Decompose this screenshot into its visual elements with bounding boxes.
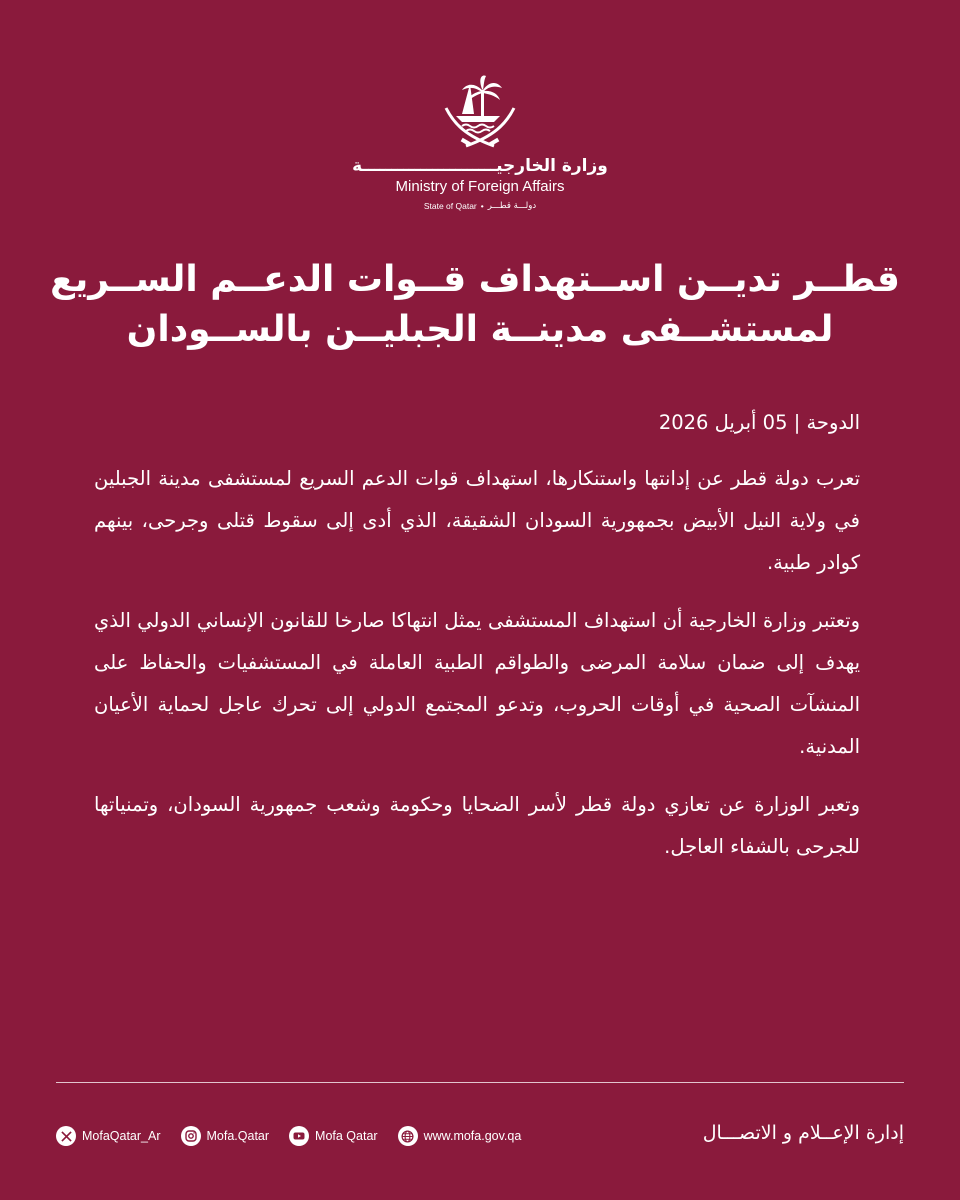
state-name-arabic: دولـــة قطـــر xyxy=(487,201,537,211)
social-youtube-label: Mofa Qatar xyxy=(315,1129,378,1143)
social-website-label: www.mofa.gov.qa xyxy=(423,1129,522,1143)
paragraph-1: تعرب دولة قطر عن إدانتها واستنكارها، استهداف قوات الدعم السريع لمستشفى مدينة الجبلين في ولاية النيل الأبيض بجمهورية السودان الشقيقة، الذي أدى إلى سقوط قتلى وجرحى، بينهم كوادر طبية. xyxy=(94,467,860,574)
social-x[interactable] xyxy=(56,1126,161,1146)
headline-line-2: لمستشــفى مدينــة الجبليــن بالســودان xyxy=(126,309,834,350)
social-instagram-label: Mofa.Qatar xyxy=(206,1129,270,1143)
social-website[interactable] xyxy=(398,1126,522,1146)
department-name: إدارة الإعــلام و الاتصـــال xyxy=(702,1122,904,1144)
dateline: الدوحة | 05 أبريل 2026 xyxy=(658,411,860,434)
ministry-name-arabic: وزارة الخارجيـــــــــــــــــــــــة xyxy=(352,156,608,176)
social-youtube[interactable] xyxy=(289,1126,378,1146)
state-name-english: State of Qatar xyxy=(423,201,477,211)
x-icon xyxy=(56,1126,76,1146)
ministry-name-english: Ministry of Foreign Affairs xyxy=(395,178,565,195)
social-x-label: MofaQatar_Ar xyxy=(82,1129,161,1143)
qatar-emblem-icon xyxy=(440,72,520,152)
paragraph-3: وتعبر الوزارة عن تعازي دولة قطر لأسر الضحايا وحكومة وشعب جمهورية السودان، وتمنياتها للجرحى بالشفاء العاجل. xyxy=(94,793,860,858)
headline-line-1: قطــر تديــن اســتهداف قــوات الدعــم الســريع xyxy=(50,259,900,300)
paragraph-2: وتعتبر وزارة الخارجية أن استهداف المستشفى يمثل انتهاكا صارخا للقانون الإنساني الدولي الذي يهدف إلى ضمان سلامة المرضى والطواقم الطبية العاملة في المستشفيات والحفاظ على المنشآت الصحية في أوقات الحروب، وتدعو المجتمع الدولي إلى تحرك عاجل لحماية الأعيان المدنية. xyxy=(94,609,860,758)
globe-icon xyxy=(398,1126,418,1146)
state-separator: • xyxy=(480,201,484,211)
headline xyxy=(50,255,900,355)
state-line xyxy=(424,201,536,211)
ministry-emblem xyxy=(0,72,960,211)
footer-divider xyxy=(56,1082,904,1083)
social-links xyxy=(56,1126,521,1146)
instagram-icon xyxy=(181,1126,201,1146)
youtube-icon xyxy=(289,1126,309,1146)
article-body xyxy=(94,402,860,884)
social-instagram[interactable] xyxy=(181,1126,270,1146)
